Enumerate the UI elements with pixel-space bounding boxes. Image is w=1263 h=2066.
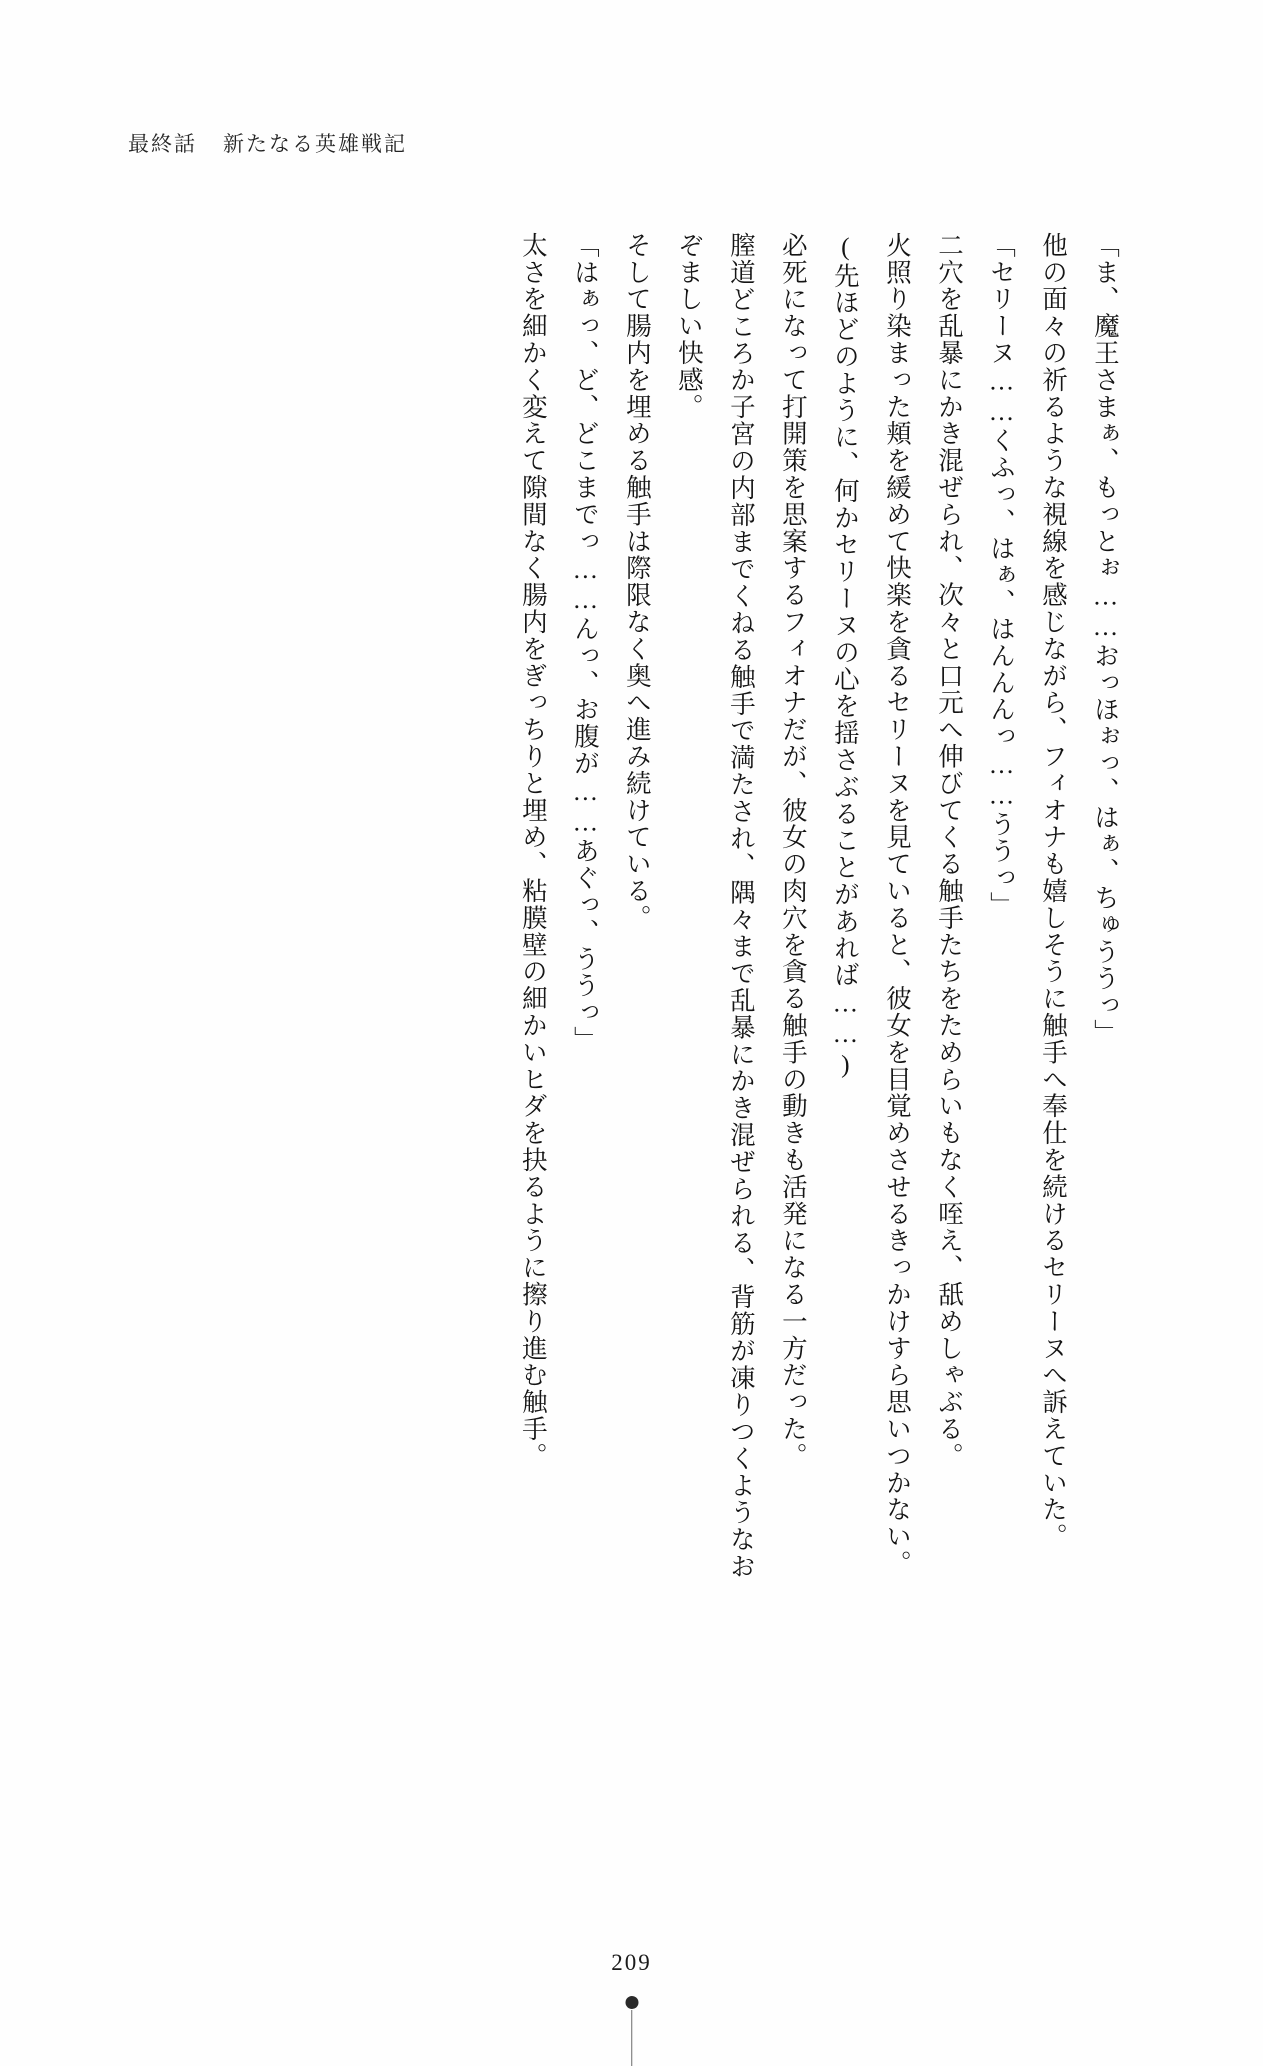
body-text [271, 232, 1131, 1580]
binding-dot-icon [625, 1996, 638, 2009]
paragraph: 必死になって打開策を思案するフィオナだが、彼女の肉穴を貪る触手の動きも活発になる一方だった。 [778, 232, 808, 1470]
paragraph: 膣道どころか子宮の内部までくねる触手で満たされ、隅々まで乱暴にかき混ぜられる、背筋が凍りつくようなおぞましい快感。 [674, 232, 756, 1580]
page-number: 209 [611, 1950, 652, 1975]
running-header [128, 128, 407, 158]
paragraph: 火照り染まった頬を緩めて快楽を貪るセリーヌを見ていると、彼女を目覚めさせるきっかけすら思いつかない。 [882, 232, 912, 1577]
paragraph: (先ほどのように、何かセリーヌの心を揺さぶることがあれば……) [830, 232, 860, 1080]
paragraph: 「セリーヌ……くふっ、はぁ、はんんんっ……ううっ」 [986, 232, 1016, 919]
chapter-title: 新たなる英雄戦記 [223, 132, 407, 156]
paragraph: そして腸内を埋める触手は際限なく奥へ進み続けている。 [622, 232, 652, 932]
binding-stem-icon [631, 2010, 633, 2066]
binding-mark-icon [625, 1996, 639, 2066]
chapter-number: 最終話 [128, 132, 197, 156]
paragraph: 「はぁっ、ど、どこまでっ……んっ、お腹が……あぐっ、ううっ」 [570, 232, 600, 1053]
paragraph: 他の面々の祈るような視線を感じながら、フィオナも嬉しそうに触手へ奉仕を続けるセリーヌへ訴えていた。 [1038, 232, 1068, 1551]
paragraph: 「ま、魔王さまぁ、もっとぉ……おっほぉっ、はぁ、ちゅううっ」 [1091, 232, 1120, 1046]
paragraph: 二穴を乱暴にかき混ぜられ、次々と口元へ伸びてくる触手たちをためらいもなく咥え、舐めしゃぶる。 [934, 232, 964, 1470]
paragraph: 太さを細かく変えて隙間なく腸内をぎっちりと埋め、粘膜壁の細かいヒダを抉るように擦り進む触手。 [518, 232, 548, 1470]
